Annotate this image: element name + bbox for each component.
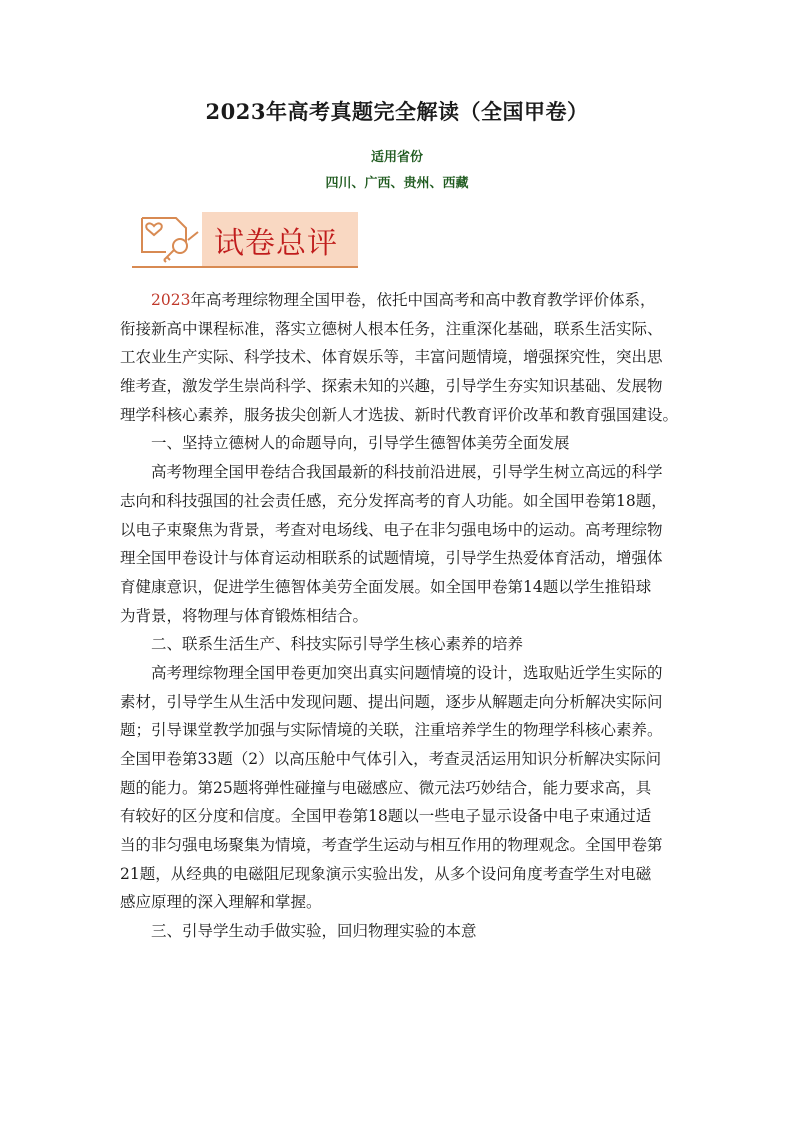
section-heading-1: 一、坚持立德树人的命题导向，引导学生德智体美劳全面发展 xyxy=(151,434,570,453)
province-list: 四川、广西、贵州、西藏 xyxy=(325,176,469,191)
body-line: 当的非匀强电场聚集为情境，考查学生运动与相互作用的物理观念。全国甲卷第 xyxy=(120,836,663,855)
section-banner xyxy=(132,208,358,268)
body-line: 工农业生产实际、科学技术、体育娱乐等，丰富问题情境，增强探究性，突出思 xyxy=(120,348,663,367)
body-line: 题的能力。第25题将弹性碰撞与电磁感应、微元法巧妙结合，能力要求高，具 xyxy=(120,778,652,797)
body-line: 为背景，将物理与体育锻炼相结合。 xyxy=(120,606,369,625)
body-line: 高考物理全国甲卷结合我国最新的科技前沿进展，引导学生树立高远的科学 xyxy=(151,463,663,482)
document-title: 2023年高考真题完全解读（全国甲卷） xyxy=(205,99,589,124)
body-line: 衔接新高中课程标准，落实立德树人根本任务，注重深化基础，联系生活实际、 xyxy=(120,319,663,338)
banner-underline xyxy=(132,266,358,268)
section-heading-3: 三、引导学生动手做实验，回归物理实验的本意 xyxy=(151,922,477,941)
body-line: 高考理综物理全国甲卷更加突出真实问题情境的设计，选取贴近学生实际的 xyxy=(151,663,663,682)
body-line: 全国甲卷第33题（2）以高压舱中气体引入，考查灵活运用知识分析解决实际问 xyxy=(120,750,662,768)
banner-label: 试卷总评 xyxy=(214,226,338,261)
body-line: 维考查，激发学生崇尚科学、探索未知的兴趣，引导学生夯实知识基础、发展物 xyxy=(120,377,663,396)
document-body xyxy=(120,286,680,946)
body-line: 志向和科技强国的社会责任感，充分发挥高考的育人功能。如全国甲卷第18题， xyxy=(120,491,667,510)
body-line: 21题，从经典的电磁阻尼现象演示实验出发，从多个设问角度考查学生对电磁 xyxy=(120,864,652,883)
body-line: 理全国甲卷设计与体育运动相联系的试题情境，引导学生热爱体育活动，增强体 xyxy=(120,549,663,568)
intro-line-0-rest: 年高考理综物理全国甲卷，依托中国高考和高中教育教学评价体系， xyxy=(190,291,656,309)
body-line: 2023年高考理综物理全国甲卷，依托中国高考和高中教育教学评价体系， xyxy=(151,291,656,309)
section-heading-2: 二、联系生活生产、科技实际引导学生核心素养的培养 xyxy=(151,635,524,654)
body-line: 有较好的区分度和信度。全国甲卷第18题以一些电子显示设备中电子束通过适 xyxy=(120,807,652,826)
body-line: 以电子束聚焦为背景，考查对电场线、电子在非匀强电场中的运动。高考理综物 xyxy=(120,520,663,539)
body-line: 素材，引导学生从生活中发现问题、提出问题，逐步从解题走向分析解决实际问 xyxy=(120,692,663,711)
body-line: 题；引导课堂教学加强与实际情境的关联，注重培养学生的物理学科核心素养。 xyxy=(120,721,663,740)
heart-key-icon xyxy=(136,212,202,266)
body-line: 感应原理的深入理解和掌握。 xyxy=(120,893,322,912)
body-line: 育健康意识，促进学生德智体美劳全面发展。如全国甲卷第14题以学生推铅球 xyxy=(120,577,652,596)
applicable-label: 适用省份 xyxy=(370,150,423,165)
body-line: 理学科核心素养，服务拔尖创新人才选拔、新时代教育评价改革和教育强国建设。 xyxy=(120,405,679,424)
